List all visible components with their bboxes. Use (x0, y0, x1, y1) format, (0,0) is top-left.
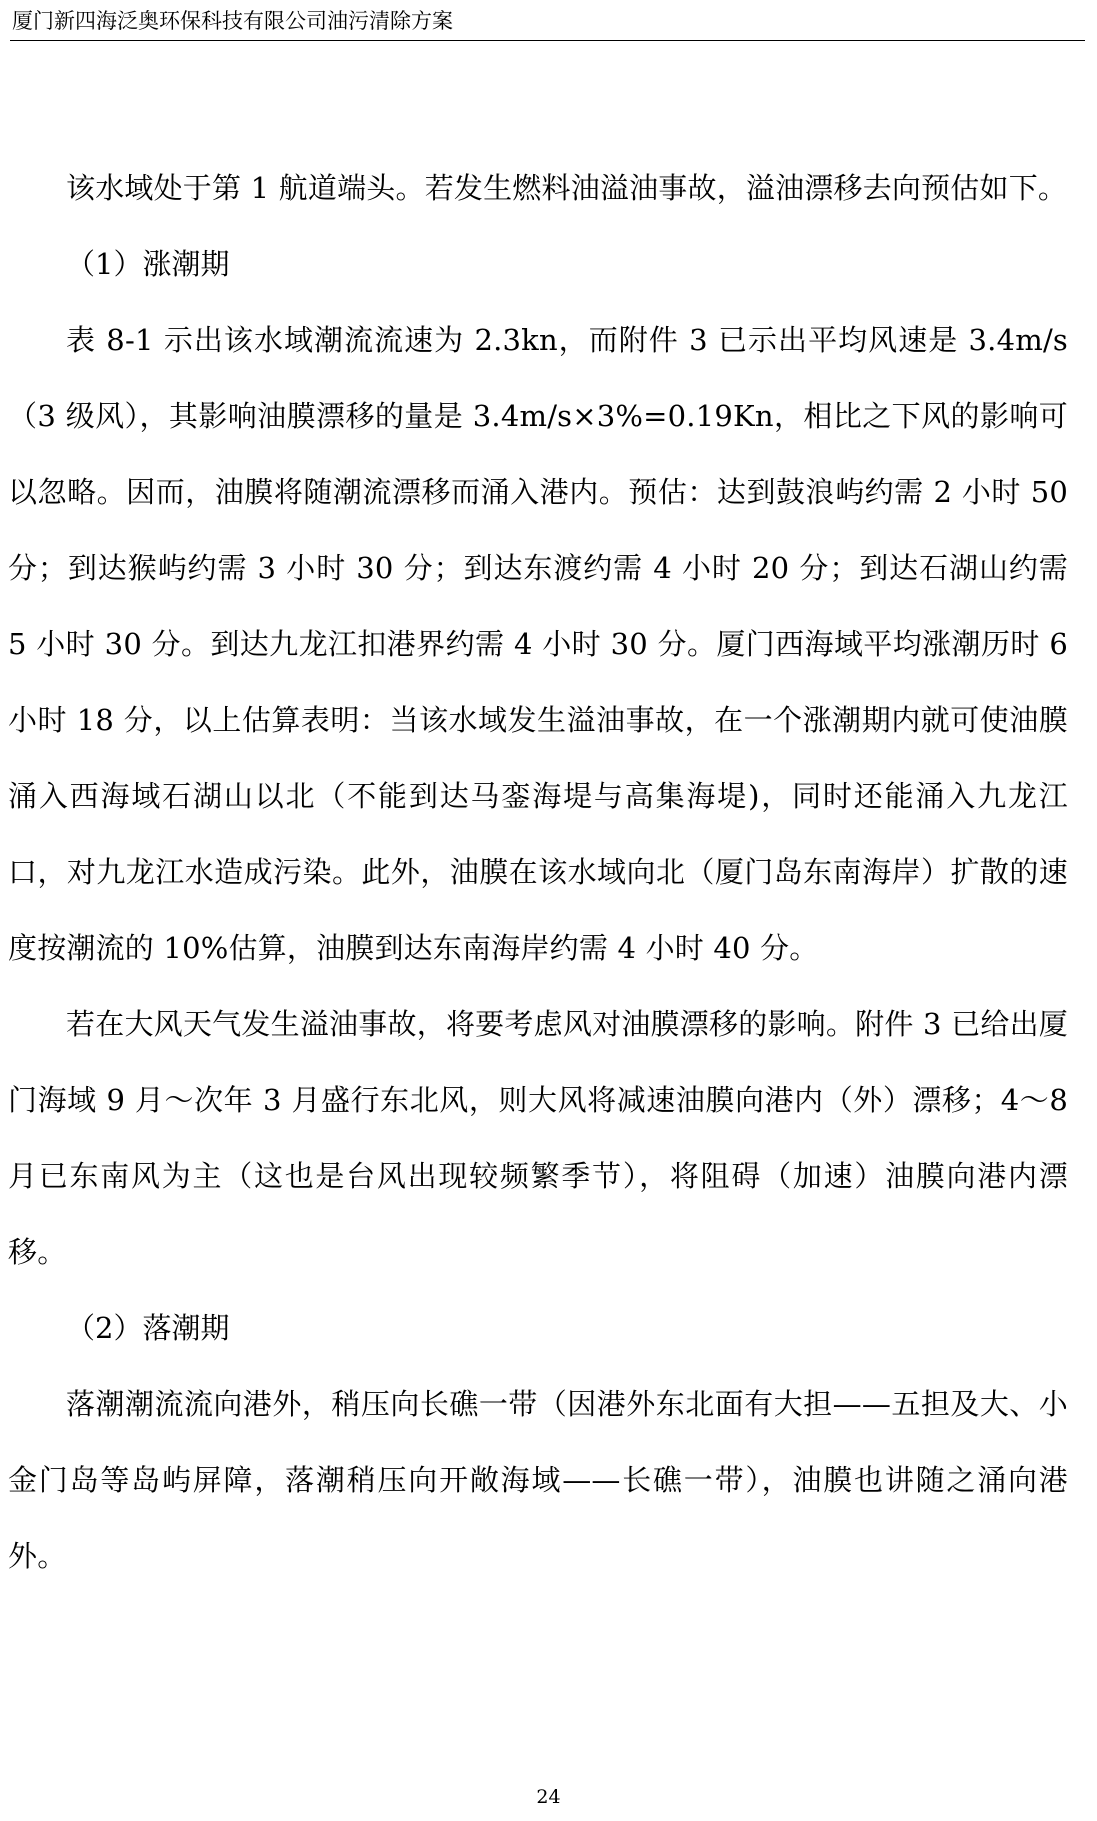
section-heading-ebb-tide: （2）落潮期 (66, 1311, 230, 1345)
paragraph-flood-tide: 表 8-1 示出该水域潮流流速为 2.3kn，而附件 3 已示出平均风速是 3.4m/s（3 级风），其影响油膜漂移的量是 3.4m/s×3%=0.19Kn，相比之下风的影响可以忽略。因而，油膜将随潮流漂移而涌入港内。预估：达到鼓浪屿约需 2 小时 50 分；到达猴屿约需 3 小时 30 分；到达东渡约需 4 小时 20 分；到达石湖山约需 5 小时 30 分。到达九龙江扣港界约需 4 小时 30 分。厦门西海域平均涨潮历时 6 小时 18 分，以上估算表明：当该水域发生溢油事故，在一个涨潮期内就可使油膜涌入西海域石湖山以北（不能到达马銮海堤与高集海堤)，同时还能涌入九龙江口，对九龙江水造成污染。此外，油膜在该水域向北（厦门岛东南海岸）扩散的速度按潮流的 10%估算，油膜到达东南海岸约需 4 小时 40 分。 (8, 323, 1068, 965)
page-number: 24 (536, 1786, 561, 1808)
paragraph-intro: 该水域处于第 1 航道端头。若发生燃料油溢油事故，溢油漂移去向预估如下。 (66, 171, 1068, 205)
page-header (10, 6, 1085, 41)
document-body (8, 150, 1068, 1594)
paragraph-wind-effect: 若在大风天气发生溢油事故，将要考虑风对油膜漂移的影响。附件 3 已给出厦门海域 9 月～次年 3 月盛行东北风，则大风将减速油膜向港内（外）漂移；4～8 月已东南风为主（这也是台风出现较频繁季节），将阻碍（加速）油膜向港内漂移。 (8, 1007, 1068, 1269)
paragraph-ebb-tide: 落潮潮流流向港外，稍压向长礁一带（因港外东北面有大担——五担及大、小金门岛等岛屿屏障，落潮稍压向开敞海域——长礁一带），油膜也讲随之涌向港外。 (8, 1387, 1068, 1573)
section-heading-flood-tide: （1）涨潮期 (66, 247, 230, 281)
header-title: 厦门新四海泛奥环保科技有限公司油污清除方案 (12, 9, 453, 33)
